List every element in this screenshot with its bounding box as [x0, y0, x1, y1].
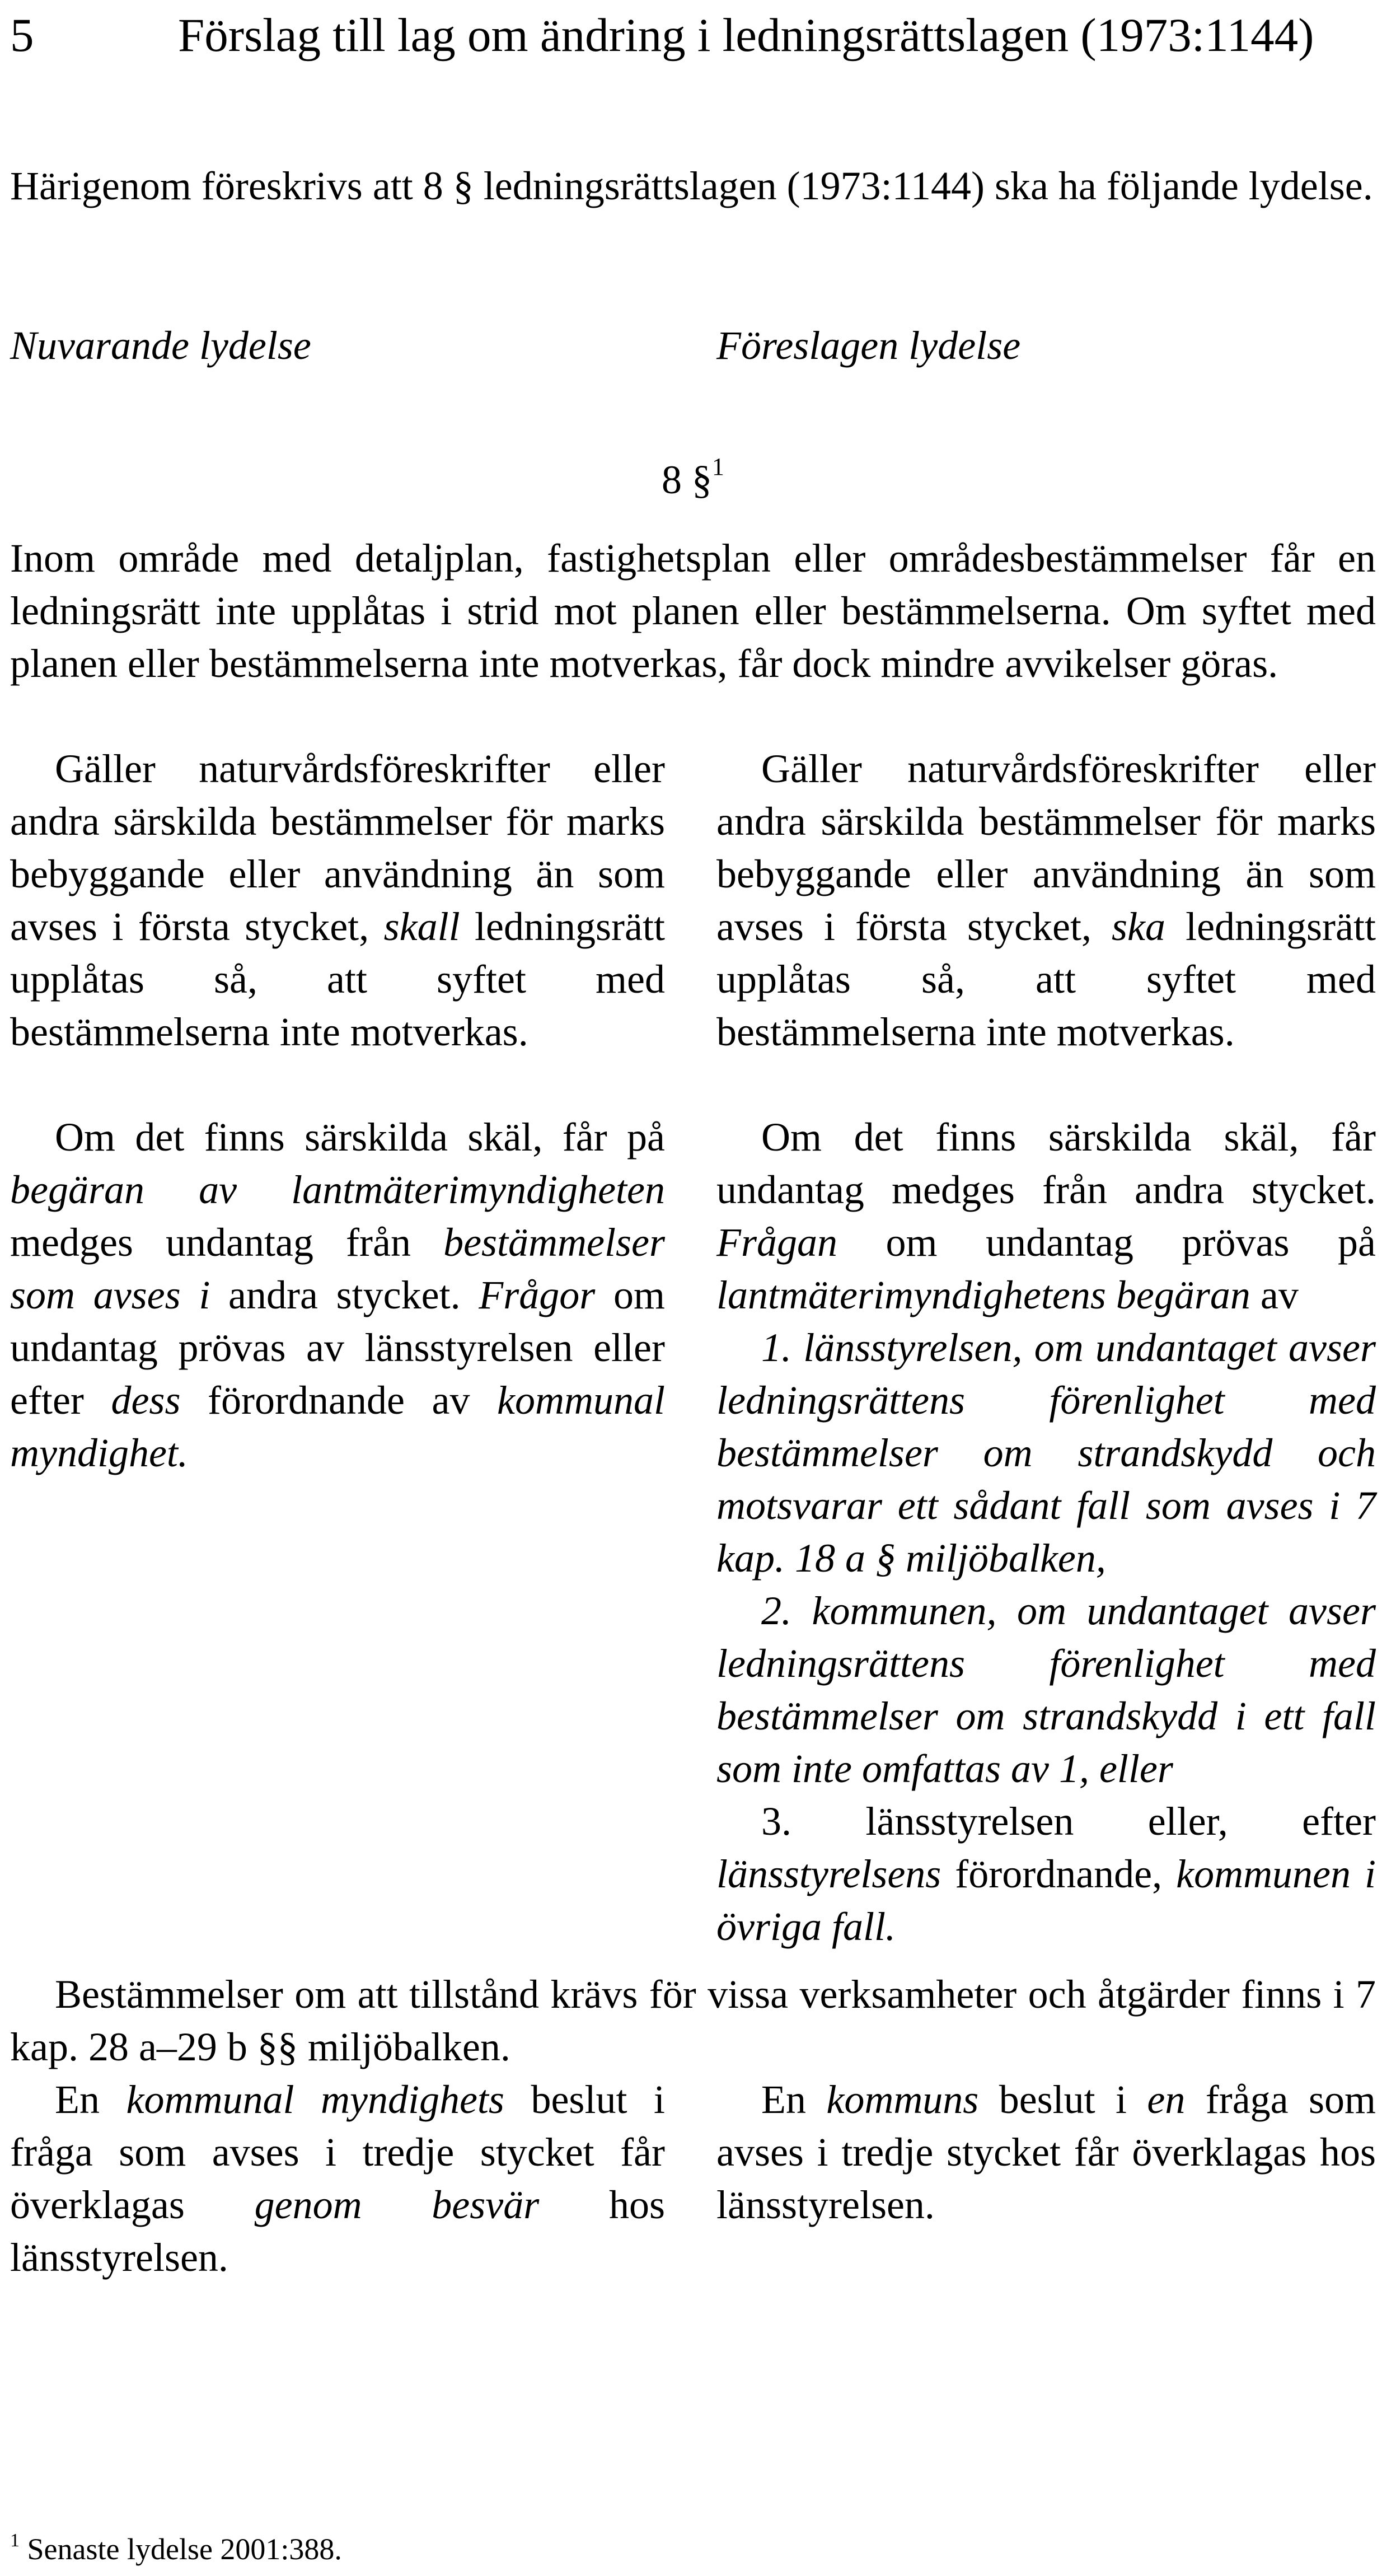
proposed-paragraph-3 [716, 1111, 1376, 1953]
shared-paragraph-1-text: Inom område med detaljplan, fastighetsplan eller områdesbestämmelser får en ledningsrätt inte upplåtas i strid mot planen eller bestämmelserna. Om syftet med planen eller bestämmelserna inte motverkas, får dock mindre avvikelser göras. [10, 536, 1376, 686]
section-label [10, 454, 1376, 506]
current-p3-text: Om det finns särskilda skäl, får på begäran av lantmäterimyndigheten medges undantag från bestämmelser som avses i andra stycket. Frågor om undantag prövas av länsstyrelsen eller efter dess förordnande av kommunal myndighet. [10, 1115, 665, 1475]
proposed-list-item-2: 2. kommunen, om undantaget avser ledningsrättens förenlighet med bestämmelser om strandskydd i ett fall som inte omfattas av 1, eller [716, 1588, 1376, 1791]
current-paragraph-3 [10, 1111, 665, 1479]
shared-paragraph-4 [10, 1968, 1376, 2073]
current-p5-text: En kommunal myndighets beslut i fråga som avses i tredje stycket får överklagas genom besvär hos länsstyrelsen. [10, 2077, 665, 2280]
footnote [10, 2531, 342, 2568]
proposed-paragraph-5 [716, 2073, 1376, 2231]
section-number: 8 § [662, 457, 712, 502]
shared-paragraph-1 [10, 532, 1376, 690]
footnote-text: Senaste lydelse 2001:388. [27, 2532, 342, 2566]
current-wording-heading: Nuvarande lydelse [10, 323, 311, 368]
heading-number: 5 [10, 9, 34, 62]
current-paragraph-2 [10, 742, 665, 1058]
proposed-p2-text: Gäller naturvårdsföreskrifter eller andra särskilda bestämmelser för marks bebyggande eller användning än som avses i första stycket, ska ledningsrätt upplåtas så, att syftet med bestämmelserna inte motverkas. [716, 746, 1376, 1054]
proposed-list-item-1: 1. länsstyrelsen, om undantaget avser ledningsrättens förenlighet med bestämmelser om strandskydd och motsvarar ett sådant fall som avses i 7 kap. 18 a § miljöbalken, [716, 1325, 1376, 1581]
current-paragraph-5 [10, 2073, 665, 2284]
document-page [10, 0, 1387, 2576]
footnote-reference: 1 [712, 453, 724, 480]
shared-paragraph-4-text: Bestämmelser om att tillstånd krävs för vissa verksamheter och åtgärder finns i 7 kap. 28 a–29 b §§ miljöbalken. [10, 1972, 1376, 2069]
proposed-wording-heading: Föreslagen lydelse [716, 323, 1021, 368]
proposed-paragraph-2 [716, 742, 1376, 1058]
proposed-p5-text: En kommuns beslut i en fråga som avses i tredje stycket får överklagas hos länsstyrelsen. [716, 2077, 1376, 2227]
footnote-number: 1 [10, 2530, 20, 2551]
proposed-list-item-3: 3. länsstyrelsen eller, efter länsstyrelsens förordnande, kommunen i övriga fall. [716, 1799, 1376, 1949]
heading-title: Förslag till lag om ändring i ledningsrättslagen (1973:1144) [178, 9, 1314, 62]
current-p2-text: Gäller naturvårdsföreskrifter eller andra särskilda bestämmelser för marks bebyggande eller användning än som avses i första stycket, skall ledningsrätt upplåtas så, att syftet med bestämmelserna inte motverkas. [10, 746, 665, 1054]
intro-paragraph: Härigenom föreskrivs att 8 § ledningsrättslagen (1973:1144) ska ha följande lydelse. [10, 163, 1373, 208]
proposed-p3-text: Om det finns särskilda skäl, får undantag medges från andra stycket. Frågan om undantag prövas på lantmäterimyndighetens begäran av [716, 1115, 1376, 1317]
